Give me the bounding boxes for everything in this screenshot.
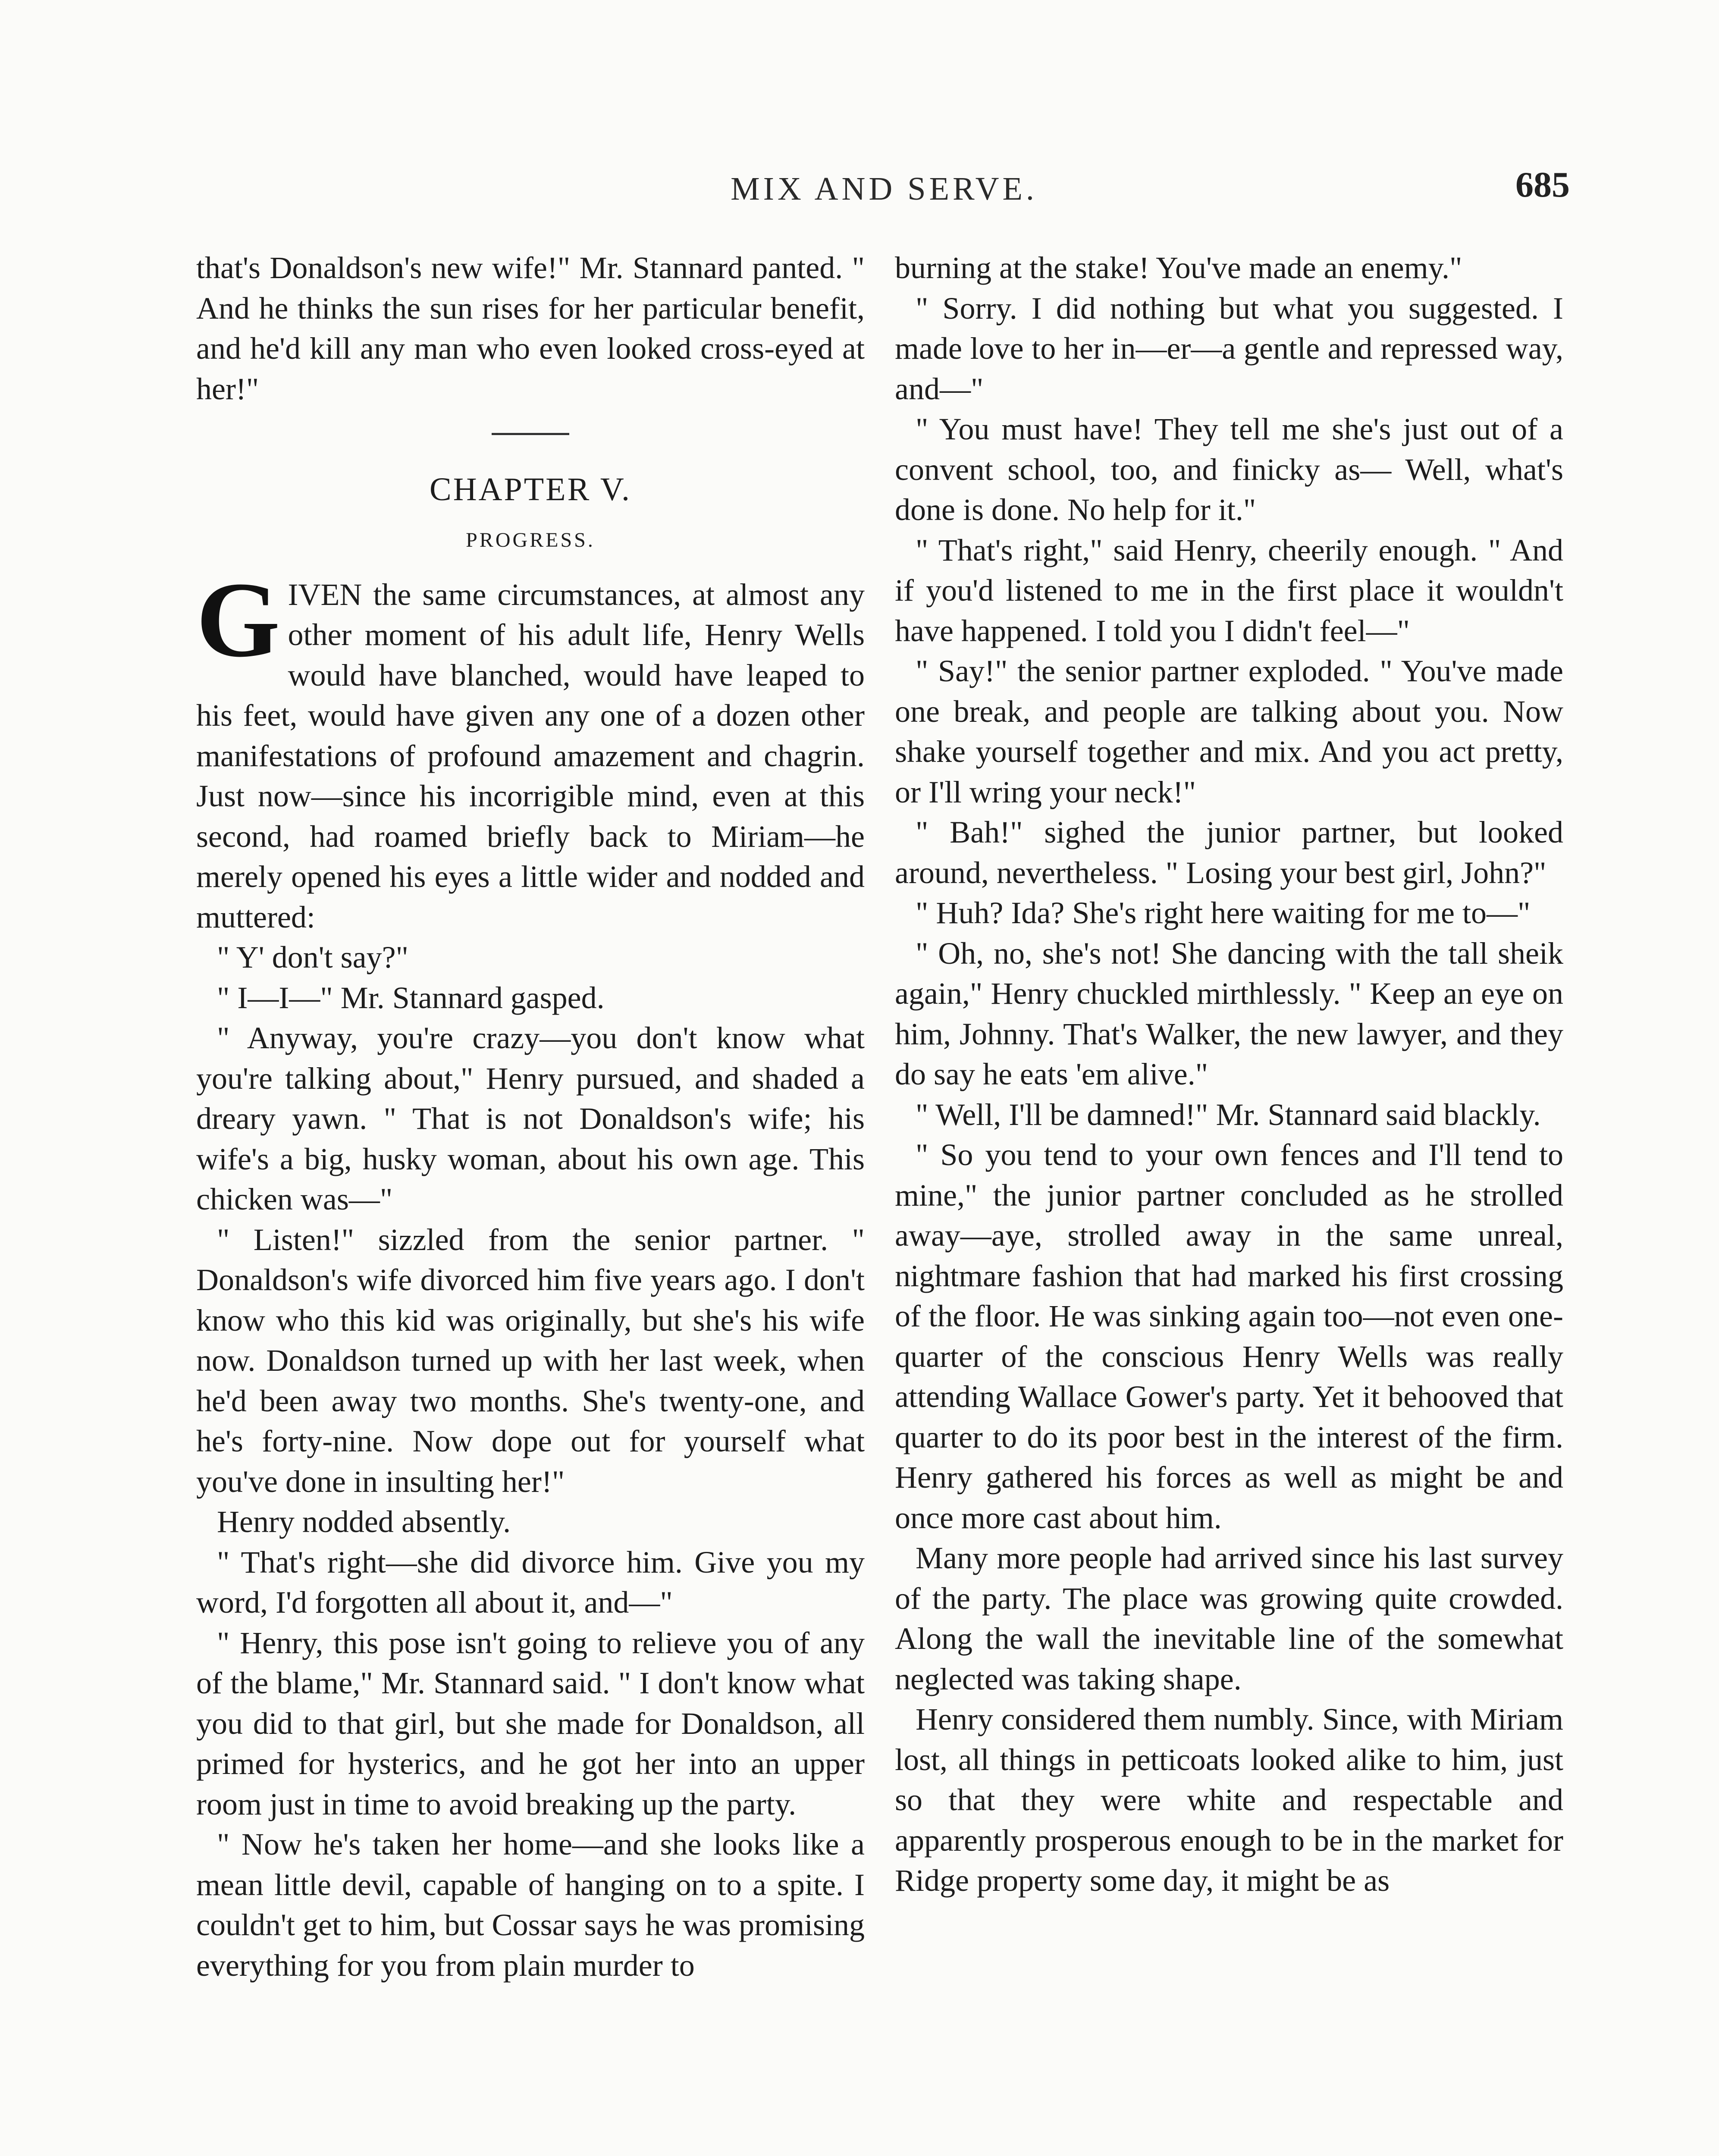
paragraph: " Sorry. I did nothing but what you suggested. I made love to her in—er—a gentle and repressed way, and—" bbox=[895, 291, 1563, 406]
page-number: 685 bbox=[1515, 165, 1570, 205]
chapter-subtitle: PROGRESS. bbox=[466, 528, 595, 552]
drop-cap: G bbox=[196, 560, 280, 680]
paragraph: " Listen!" sizzled from the senior partner. " Donaldson's wife divorced him five years ago. I don't know who this kid was originally, but she's his wife now. Donaldson turned up with her last week, when he'd been away two months. She's twenty-one, and he's forty-nine. Now dope out for yourself what you've done in insulting her!" bbox=[196, 1222, 865, 1499]
paragraph: " That's right," said Henry, cheerily enough. " And if you'd listened to me in the first place it wouldn't have happened. I told you I didn't feel—" bbox=[895, 533, 1563, 648]
section-divider bbox=[492, 433, 569, 435]
right-column bbox=[895, 248, 1563, 1901]
paragraph: " You must have! They tell me she's just out of a convent school, too, and finicky as— Well, what's done is done. No help for it." bbox=[895, 412, 1563, 527]
paragraph: " Say!" the senior partner exploded. " You've made one break, and people are talking about you. Now shake yourself together and mix. And you act pretty, or I'll wring your neck!" bbox=[895, 654, 1563, 809]
paragraph: Henry considered them numbly. Since, with Miriam lost, all things in petticoats looked alike to him, just so that they were white and respectable and apparently prosperous enough to be in the market for Ridge property some day, it might be as bbox=[895, 1702, 1563, 1898]
chapter-title: CHAPTER V. bbox=[430, 471, 631, 508]
paragraph: " Huh? Ida? She's right here waiting for me to—" bbox=[916, 896, 1531, 930]
opening-text: IVEN the same circumstances, at almost any other moment of his adult life, Henry Wells would have blanched, would have leaped to his feet, would have given any one of a dozen other manifestations of profound amazement and chagrin. Just now—since his incorrigible mind, even at this second, had roamed briefly back to Miriam—he merely opened his eyes a little wider and nodded and muttered: bbox=[196, 577, 865, 934]
opening-paragraph bbox=[196, 560, 865, 938]
left-column bbox=[196, 248, 865, 1986]
paragraph: Henry nodded absently. bbox=[217, 1504, 511, 1539]
paragraph: " I—I—" Mr. Stannard gasped. bbox=[217, 980, 605, 1015]
paragraph: " That's right—she did divorce him. Give you my word, I'd forgotten all about it, and—" bbox=[196, 1545, 865, 1620]
paragraph: Many more people had arrived since his last survey of the party. The place was growing quite crowded. Along the wall the inevitable line of the somewhat neglected was taking shape. bbox=[895, 1541, 1563, 1696]
paragraph: " Well, I'll be damned!" Mr. Stannard said blackly. bbox=[916, 1097, 1541, 1132]
paragraph: burning at the stake! You've made an enemy." bbox=[895, 251, 1462, 285]
paragraph: " Now he's taken her home—and she looks like a mean little devil, capable of hanging on to a spite. I couldn't get to him, but Cossar says he was promising everything for you from plain murder to bbox=[196, 1827, 865, 1983]
paragraph: " Bah!" sighed the junior partner, but looked around, nevertheless. " Losing your best girl, John?" bbox=[895, 815, 1563, 890]
paragraph: that's Donaldson's new wife!" Mr. Stannard panted. " And he thinks the sun rises for her particular benefit, and he'd kill any man who even looked cross-eyed at her!" bbox=[196, 251, 865, 406]
paragraph: " So you tend to your own fences and I'll tend to mine," the junior partner concluded as he strolled away—aye, strolled away in the same unreal, nightmare fashion that had marked his first crossing of the floor. He was sinking again too—not even one-quarter of the conscious Henry Wells was really attending Wallace Gower's party. Yet it behooved that quarter to do its poor best in the interest of the firm. Henry gathered his forces as well as might be and once more cast about him. bbox=[895, 1138, 1563, 1535]
running-title: MIX AND SERVE. bbox=[731, 171, 1038, 207]
paragraph: " Henry, this pose isn't going to relieve you of any of the blame," Mr. Stannard said. " I don't know what you did to that girl, but she made for Donaldson, all primed for hysterics, and he got her into an upper room just in time to avoid breaking up the party. bbox=[196, 1625, 865, 1821]
paragraph: " Y' don't say?" bbox=[217, 940, 408, 975]
paragraph: " Oh, no, she's not! She dancing with the tall sheik again," Henry chuckled mirthlessly. " Keep an eye on him, Johnny. That's Walker, the new lawyer, and they do say he eats 'em alive." bbox=[895, 936, 1563, 1091]
paragraph: " Anyway, you're crazy—you don't know what you're talking about," Henry pursued, and shaded a dreary yawn. " That is not Donaldson's wife; his wife's a big, husky woman, about his own age. This chicken was—" bbox=[196, 1021, 865, 1216]
